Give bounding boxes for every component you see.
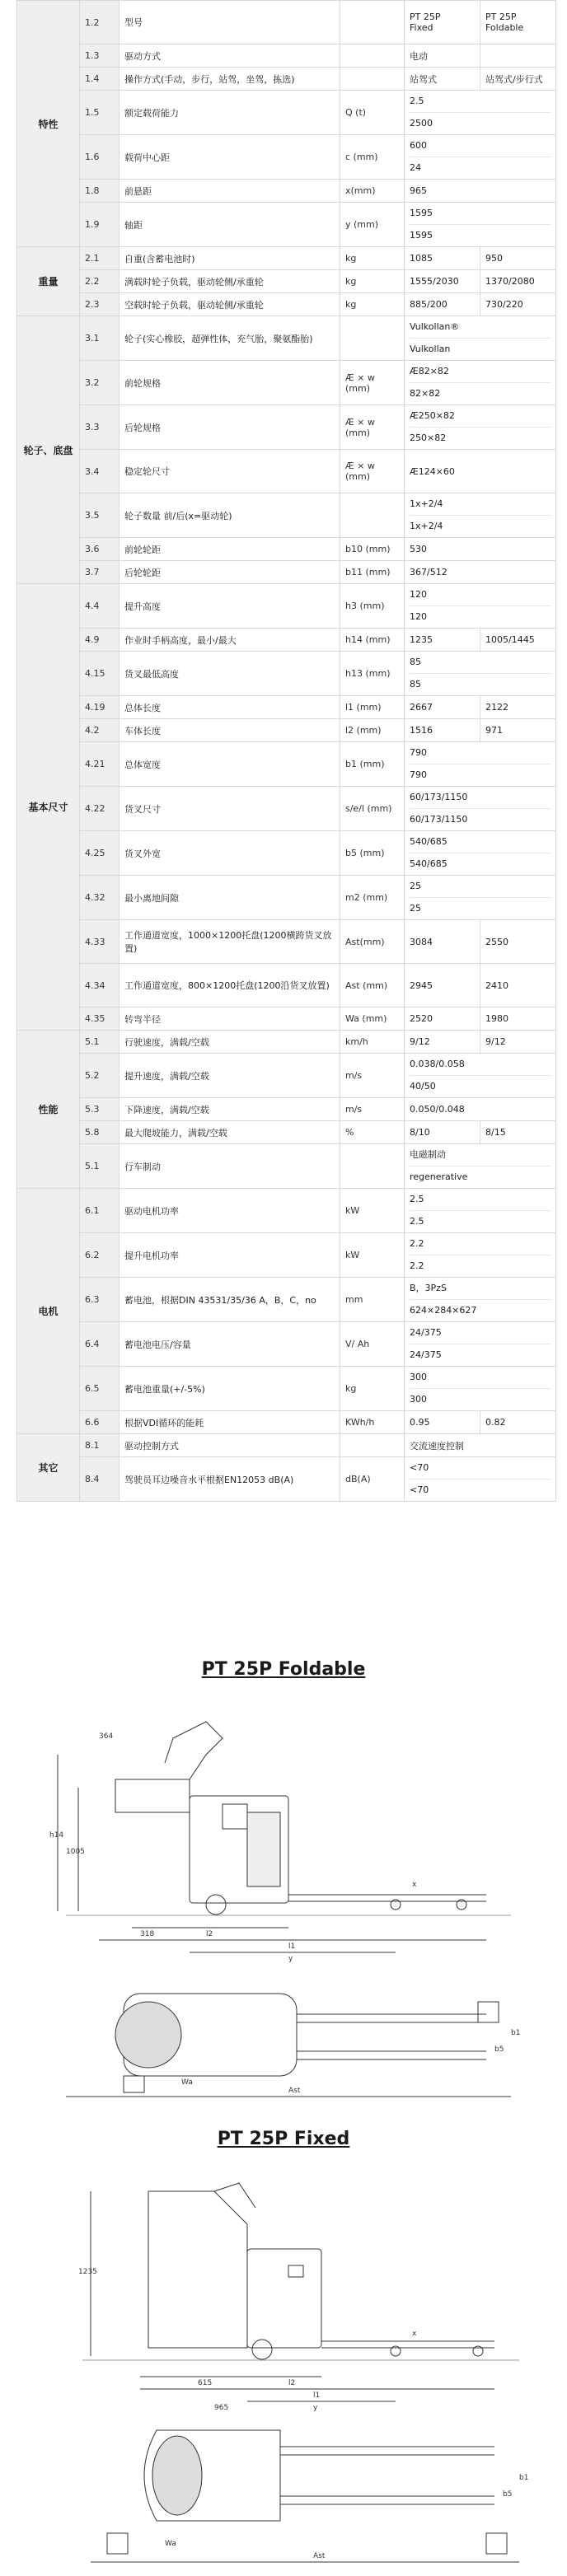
row-description: 行车制动 <box>119 1144 340 1189</box>
row-number: 6.4 <box>80 1322 119 1367</box>
row-number: 6.1 <box>80 1189 119 1233</box>
value-fixed: 9/12 <box>405 1031 480 1054</box>
tiller-arm-shape <box>165 1722 223 1878</box>
row-description: 驱动电机功率 <box>119 1189 340 1233</box>
spec-table-wrap <box>16 0 555 1502</box>
row-number: 4.4 <box>80 584 119 629</box>
dim-label: 615 <box>198 2379 213 2387</box>
row-unit: m2 (mm) <box>340 876 405 920</box>
value-fixed: 交流速度控制 <box>405 1434 556 1457</box>
dim-label: 965 <box>214 2404 229 2412</box>
row-number: 1.2 <box>80 1 119 44</box>
value-fixed: 8/10 <box>405 1121 480 1144</box>
row-unit <box>340 493 405 538</box>
value-fixed: 1x+2/4 <box>410 521 443 531</box>
row-unit: mm <box>340 1278 405 1322</box>
row-description: 最大爬坡能力，满载/空载 <box>119 1121 340 1144</box>
value-fixed: 25 <box>410 903 421 914</box>
value-fixed: 120 <box>410 611 427 622</box>
value-fixed: 站驾式 <box>405 68 480 91</box>
row-unit: kg <box>340 270 405 293</box>
value-fixed: 85 <box>410 652 551 674</box>
value-fixed: 1x+2/4 <box>410 493 551 516</box>
value-fixed: 40/50 <box>410 1081 436 1092</box>
pallet-corner <box>478 2002 499 2022</box>
value-fixed: 790 <box>410 742 551 764</box>
row-number: 3.7 <box>80 561 119 584</box>
row-unit: m/s <box>340 1054 405 1098</box>
row-number: 5.3 <box>80 1098 119 1121</box>
dim-label: l1 <box>313 2391 321 2400</box>
row-unit: kg <box>340 247 405 270</box>
row-unit: b5 (mm) <box>340 831 405 876</box>
value-fixed: 250×82 <box>410 432 447 443</box>
value-fixed: 0.038/0.058 <box>410 1054 551 1076</box>
value-fixed: 624×284×627 <box>410 1305 477 1316</box>
row-number: 3.6 <box>80 538 119 561</box>
dim-label: Ast <box>288 2087 301 2095</box>
dim-label: l2 <box>288 2379 296 2387</box>
row-description: 总体长度 <box>119 696 340 719</box>
category-label: 重量 <box>17 247 80 316</box>
top-view-platform <box>152 2436 202 2515</box>
spec-table <box>16 0 556 1502</box>
value-fixed: 120 <box>410 584 551 606</box>
value-fixed: 82×82 <box>410 388 441 399</box>
row-description: 提升电机功率 <box>119 1233 340 1278</box>
dim-label: b5 <box>503 2490 513 2499</box>
row-unit: l2 (mm) <box>340 719 405 742</box>
row-number: 1.3 <box>80 44 119 68</box>
row-unit: V/ Ah <box>340 1322 405 1367</box>
row-unit: KWh/h <box>340 1411 405 1434</box>
row-unit: y (mm) <box>340 203 405 247</box>
operator-cab-shape <box>148 2191 247 2348</box>
value-foldable: 1005/1445 <box>480 629 556 652</box>
category-label: 轮子、底盘 <box>17 316 80 584</box>
row-unit: Æ × w (mm) <box>340 450 405 493</box>
value-fixed: 2.5 <box>410 1216 424 1227</box>
row-number: 5.1 <box>80 1144 119 1189</box>
value-fixed: 300 <box>410 1367 551 1389</box>
drive-wheel-shape <box>252 2340 272 2359</box>
row-unit: Ast (mm) <box>340 964 405 1007</box>
value-fixed: 2667 <box>405 696 480 719</box>
row-description: 操作方式(手动，步行，站驾，坐驾，拣选) <box>119 68 340 91</box>
row-description: 轮子(实心橡胶，超弹性体，充气胎，聚氨酯胎) <box>119 316 340 361</box>
row-description: 行驶速度，满载/空载 <box>119 1031 340 1054</box>
pallet-corner <box>486 2533 507 2554</box>
row-description: 前轮规格 <box>119 361 340 405</box>
row-description: 转弯半径 <box>119 1007 340 1031</box>
row-number: 6.2 <box>80 1233 119 1278</box>
row-number: 4.9 <box>80 629 119 652</box>
row-description: 货叉最低高度 <box>119 652 340 696</box>
value-fixed: 24/375 <box>410 1349 442 1360</box>
row-description: 稳定轮尺寸 <box>119 450 340 493</box>
row-number: 2.2 <box>80 270 119 293</box>
value-fixed: 2500 <box>410 118 433 129</box>
row-number: 3.1 <box>80 316 119 361</box>
row-description: 型号 <box>119 1 340 44</box>
row-number: 1.5 <box>80 91 119 135</box>
row-description: 车体长度 <box>119 719 340 742</box>
row-description: 提升高度 <box>119 584 340 629</box>
value-fixed: <70 <box>410 1457 551 1480</box>
row-number: 6.6 <box>80 1411 119 1434</box>
value-fixed: Æ82×82 <box>410 361 551 383</box>
row-unit: kg <box>340 293 405 316</box>
row-number: 2.3 <box>80 293 119 316</box>
row-unit <box>340 1 405 44</box>
value-fixed: 600 <box>410 135 551 157</box>
value-fixed: 60/173/1150 <box>410 787 551 809</box>
row-number: 4.15 <box>80 652 119 696</box>
row-number: 6.3 <box>80 1278 119 1322</box>
top-view-platform <box>115 2002 181 2068</box>
value-fixed: 530 <box>405 538 556 561</box>
pallet-corner <box>124 2076 144 2092</box>
row-number: 3.4 <box>80 450 119 493</box>
row-description: 空载时轮子负载，驱动轮侧/承重轮 <box>119 293 340 316</box>
row-number: 4.32 <box>80 876 119 920</box>
row-unit: Ast(mm) <box>340 920 405 964</box>
value-fixed: 2520 <box>405 1007 480 1031</box>
row-unit: % <box>340 1121 405 1144</box>
value-foldable <box>480 44 556 68</box>
value-fixed: Æ124×60 <box>405 450 556 493</box>
row-number: 4.22 <box>80 787 119 831</box>
value-foldable: 2410 <box>480 964 556 1007</box>
row-description: 前轮轮距 <box>119 538 340 561</box>
row-unit: Wa (mm) <box>340 1007 405 1031</box>
value-fixed: Æ250×82 <box>410 405 551 428</box>
diagram-title-fixed: PT 25P Fixed <box>217 2129 350 2149</box>
drive-wheel-shape <box>206 1895 226 1914</box>
category-label: 性能 <box>17 1031 80 1189</box>
value-foldable: 2122 <box>480 696 556 719</box>
row-description: 提升速度，满载/空载 <box>119 1054 340 1098</box>
value-foldable: 2550 <box>480 920 556 964</box>
value-fixed: 540/685 <box>410 858 448 869</box>
dim-label: l1 <box>288 1943 296 1951</box>
row-unit: h13 (mm) <box>340 652 405 696</box>
row-number: 5.2 <box>80 1054 119 1098</box>
label-plate-shape <box>223 1804 247 1829</box>
row-description: 总体宽度 <box>119 742 340 787</box>
value-fixed: 1235 <box>405 629 480 652</box>
row-description: 工作通道宽度，1000×1200托盘(1200横跨货叉放置) <box>119 920 340 964</box>
row-unit: h14 (mm) <box>340 629 405 652</box>
row-description: 额定载荷能力 <box>119 91 340 135</box>
row-description: 自重(含蓄电池时) <box>119 247 340 270</box>
tiller-arm-shape <box>214 2183 255 2208</box>
value-foldable: 950 <box>480 247 556 270</box>
foldable-side-view-diagram <box>0 1689 567 2101</box>
dim-label: b1 <box>511 2029 521 2037</box>
value-fixed: 1555/2030 <box>405 270 480 293</box>
row-unit: Q (t) <box>340 91 405 135</box>
value-fixed: 2945 <box>405 964 480 1007</box>
value-foldable: 0.82 <box>480 1411 556 1434</box>
row-unit <box>340 68 405 91</box>
value-foldable: Foldable <box>485 22 524 33</box>
value-fixed: 24/375 <box>410 1322 551 1344</box>
row-number: 4.25 <box>80 831 119 876</box>
row-description: 下降速度，满载/空载 <box>119 1098 340 1121</box>
value-fixed: 1595 <box>410 230 433 241</box>
value-fixed: Vulkollan® <box>410 316 551 339</box>
row-description: 蓄电池电压/容量 <box>119 1322 340 1367</box>
diagram-title-foldable: PT 25P Foldable <box>201 1659 366 1680</box>
row-number: 8.4 <box>80 1457 119 1502</box>
value-fixed: 1595 <box>410 203 551 225</box>
row-description: 货叉外宽 <box>119 831 340 876</box>
value-fixed: 60/173/1150 <box>410 814 468 825</box>
row-number: 3.5 <box>80 493 119 538</box>
dim-label: y <box>288 1955 293 1963</box>
row-description: 驱动控制方式 <box>119 1434 340 1457</box>
dim-label: 1235 <box>78 2268 97 2276</box>
row-number: 1.4 <box>80 68 119 91</box>
row-description: 驾驶员耳边噪音水平根据EN12053 dB(A) <box>119 1457 340 1502</box>
value-fixed: 540/685 <box>410 831 551 853</box>
row-number: 4.34 <box>80 964 119 1007</box>
row-description: 驱动方式 <box>119 44 340 68</box>
value-foldable: 730/220 <box>480 293 556 316</box>
value-fixed: 2.5 <box>410 1189 551 1211</box>
value-fixed: 1516 <box>405 719 480 742</box>
value-fixed: B，3PzS <box>410 1278 551 1300</box>
value-fixed: 367/512 <box>405 561 556 584</box>
dim-label: 318 <box>140 1930 155 1938</box>
value-fixed: 3084 <box>405 920 480 964</box>
row-description: 轮子数量 前/后(x=驱动轮) <box>119 493 340 538</box>
value-fixed: 965 <box>405 180 556 203</box>
row-unit <box>340 316 405 361</box>
row-unit: h3 (mm) <box>340 584 405 629</box>
value-foldable: 站驾式/步行式 <box>480 68 556 91</box>
category-label: 基本尺寸 <box>17 584 80 1031</box>
value-fixed: regenerative <box>410 1171 468 1182</box>
row-unit: kW <box>340 1189 405 1233</box>
dim-label: 364 <box>99 1732 114 1741</box>
value-fixed: PT 25P <box>410 12 441 22</box>
row-number: 1.6 <box>80 135 119 180</box>
value-fixed: Fixed <box>410 22 433 33</box>
dim-label: b5 <box>494 2045 504 2054</box>
row-unit: Æ × w (mm) <box>340 405 405 450</box>
row-number: 4.2 <box>80 719 119 742</box>
category-label: 特性 <box>17 1 80 247</box>
row-description: 后轮规格 <box>119 405 340 450</box>
row-number: 1.9 <box>80 203 119 247</box>
row-unit <box>340 1144 405 1189</box>
value-fixed: 85 <box>410 679 421 690</box>
row-description: 根据VDI循环的能耗 <box>119 1411 340 1434</box>
row-unit <box>340 1434 405 1457</box>
value-fixed: <70 <box>410 1484 429 1495</box>
dim-label: l2 <box>206 1930 213 1938</box>
value-foldable: 971 <box>480 719 556 742</box>
value-fixed: 790 <box>410 769 427 780</box>
row-unit: s/e/l (mm) <box>340 787 405 831</box>
value-fixed: 0.95 <box>405 1411 480 1434</box>
dim-label: Wa <box>181 2078 193 2087</box>
dim-label: y <box>313 2404 318 2412</box>
row-number: 5.8 <box>80 1121 119 1144</box>
row-description: 轴距 <box>119 203 340 247</box>
row-number: 8.1 <box>80 1434 119 1457</box>
battery-cover-shape <box>247 1812 280 1886</box>
value-fixed: 0.050/0.048 <box>405 1098 556 1121</box>
value-fixed: Vulkollan <box>410 344 451 354</box>
row-unit: Æ × w (mm) <box>340 361 405 405</box>
row-unit: b10 (mm) <box>340 538 405 561</box>
row-number: 5.1 <box>80 1031 119 1054</box>
dim-label: Wa <box>165 2540 176 2548</box>
dim-label: b1 <box>519 2474 529 2482</box>
value-fixed: 25 <box>410 876 551 898</box>
row-unit: dB(A) <box>340 1457 405 1502</box>
row-description: 前悬距 <box>119 180 340 203</box>
row-number: 3.3 <box>80 405 119 450</box>
row-number: 4.33 <box>80 920 119 964</box>
chassis-shape <box>247 2249 321 2348</box>
value-fixed: 2.5 <box>410 91 551 113</box>
row-description: 蓄电池，根据DIN 43531/35/36 A，B，C，no <box>119 1278 340 1322</box>
row-description: 蓄电池重量(+/-5%) <box>119 1367 340 1411</box>
row-description: 作业时手柄高度，最小/最大 <box>119 629 340 652</box>
dim-label: x <box>412 2330 417 2338</box>
row-unit: x(mm) <box>340 180 405 203</box>
row-unit: b1 (mm) <box>340 742 405 787</box>
row-number: 4.35 <box>80 1007 119 1031</box>
row-description: 满载时轮子负载，驱动轮侧/承重轮 <box>119 270 340 293</box>
value-fixed: 电磁制动 <box>410 1144 551 1166</box>
row-number: 6.5 <box>80 1367 119 1411</box>
value-foldable: 9/12 <box>480 1031 556 1054</box>
dim-label: Ast <box>313 2552 326 2560</box>
row-description: 后轮轮距 <box>119 561 340 584</box>
row-number: 3.2 <box>80 361 119 405</box>
pallet-corner <box>107 2533 128 2554</box>
row-unit: m/s <box>340 1098 405 1121</box>
row-number: 4.21 <box>80 742 119 787</box>
value-fixed: 1085 <box>405 247 480 270</box>
row-number: 2.1 <box>80 247 119 270</box>
value-foldable: 1370/2080 <box>480 270 556 293</box>
row-description: 工作通道宽度，800×1200托盘(1200沿货叉放置) <box>119 964 340 1007</box>
row-unit <box>340 44 405 68</box>
value-fixed: 2.2 <box>410 1233 551 1255</box>
value-fixed: 300 <box>410 1394 427 1405</box>
value-foldable: PT 25P <box>485 12 517 22</box>
row-unit: kW <box>340 1233 405 1278</box>
row-description: 最小离地间隙 <box>119 876 340 920</box>
row-unit: b11 (mm) <box>340 561 405 584</box>
row-description: 载荷中心距 <box>119 135 340 180</box>
dim-label: x <box>412 1881 417 1889</box>
value-foldable: 8/15 <box>480 1121 556 1144</box>
row-number: 4.19 <box>80 696 119 719</box>
row-description: 货叉尺寸 <box>119 787 340 831</box>
category-label: 电机 <box>17 1189 80 1434</box>
value-foldable: 1980 <box>480 1007 556 1031</box>
value-fixed: 2.2 <box>410 1260 424 1271</box>
platform-shape <box>115 1779 190 1812</box>
row-number: 1.8 <box>80 180 119 203</box>
row-unit: km/h <box>340 1031 405 1054</box>
row-unit: c (mm) <box>340 135 405 180</box>
value-fixed: 电动 <box>405 44 480 68</box>
row-unit: kg <box>340 1367 405 1411</box>
fixed-side-view-diagram <box>0 2158 567 2570</box>
value-fixed: 24 <box>410 162 421 173</box>
value-fixed: 885/200 <box>405 293 480 316</box>
dim-label: 1005 <box>66 1848 85 1856</box>
label-plate-shape <box>288 2265 303 2277</box>
category-label: 其它 <box>17 1434 80 1502</box>
dim-label: h14 <box>49 1831 64 1840</box>
row-unit: l1 (mm) <box>340 696 405 719</box>
